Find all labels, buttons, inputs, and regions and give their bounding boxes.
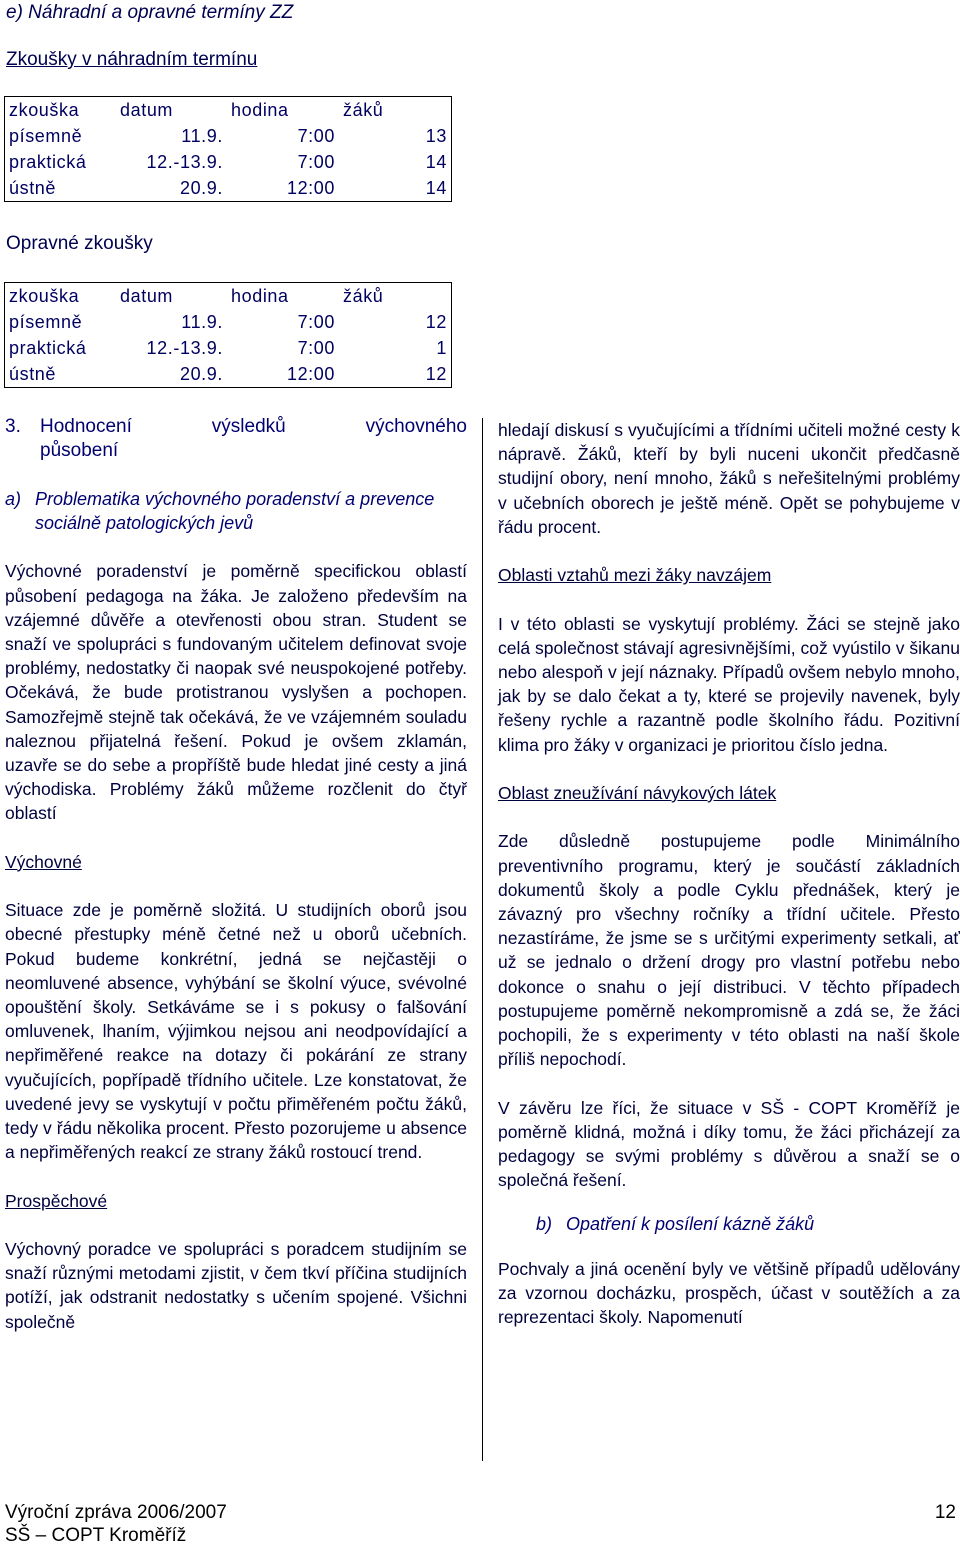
paragraph-b: Pochvaly a jiná ocenění byly ve většině případů udělovány za vzornou docházku, prospěch, účast v soutěžích a za reprezentaci školy. Napomenutí [498, 1258, 960, 1328]
area-heading-vychovne: Výchovné [5, 851, 82, 872]
resit-exams-title: Opravné zkoušky [6, 233, 153, 254]
paragraph-vztahy: I v této oblasti se vyskytují problémy. Žáci se stejně jako celá společnost stávají agresivnějšími, což vyústilo v šikanu nebo alespoň v její náznaky. Případů ovšem nebylo mnoho, jak by se dalo čekat a ty, které se projevily navenek, byly řešeny rychle a razantně podle školního řádu. Pozitivní klima pro žáky v organizaci je prioritou číslo jedna. [498, 613, 960, 755]
table-cell: praktická [9, 338, 87, 358]
table-row [5, 123, 452, 149]
table-cell: 12.-13.9. [146, 338, 223, 358]
table-header-row [5, 97, 452, 124]
makeup-exams-title: Zkoušky v náhradním termínu [6, 49, 258, 70]
table-cell: 11.9. [181, 312, 223, 332]
table-cell: 14 [425, 152, 447, 172]
table-cell: 7:00 [297, 152, 335, 172]
paragraph-continued: hledají diskusí s vyučujícími a třídními učiteli možné cesty k nápravě. Žáků, kteří by byli nuceni ukončit předčasně studijní obory, není mnoho, žáků s neřešitelnými problémy v učebních oborech je ještě méně. Opět se pohybujeme v řádu procent. [498, 420, 960, 537]
subsection-label: a) [5, 489, 22, 509]
section-heading-e: e) Náhradní a opravné termíny ZZ [6, 2, 294, 23]
subsection-b-heading [536, 1212, 960, 1236]
table-cell: 12.-13.9. [146, 152, 223, 172]
section-title-continued: působení [40, 440, 119, 461]
section-number: 3. [5, 416, 21, 437]
table-cell: 13 [425, 126, 447, 146]
section-3-heading [5, 415, 467, 463]
column-header: datum [120, 100, 174, 120]
makeup-exams-table [4, 96, 452, 202]
right-column [498, 418, 960, 1329]
table-cell: písemně [9, 126, 83, 146]
table-cell: 12 [425, 312, 447, 332]
paragraph-navykove: Zde důsledně postupujeme podle Minimálního preventivního programu, který je součástí základních dokumentů školy a podle Cyklu přednášek, který je závazný pro všechny ročníky a třídní učitele. Přesto nezastíráme, že jsme se s určitými experimenty setkali, ať už se jednalo o držení drogy pro vlastní potřebu nebo dokonce o snahu o její distribuci. V těchto případech postupujeme poměrně nekompromisně a zdá se, že žáci pochopili, že s experimenty v této oblasti na naší škole příliš nepochodí. [498, 831, 960, 1070]
table-cell: ústně [9, 364, 57, 384]
table-cell: 14 [425, 178, 447, 198]
table-cell: praktická [9, 152, 87, 172]
subsection-title: Problematika výchovného poradenství a prevence sociálně patologických jevů [35, 489, 435, 534]
table-cell: 20.9. [179, 178, 223, 198]
subsection-title: Opatření k posílení kázně žáků [566, 1214, 815, 1235]
table-cell: 1 [436, 338, 447, 358]
table-row [5, 335, 452, 361]
footer-report-title: Výroční zpráva 2006/2007 [5, 1502, 227, 1523]
subsection-a-heading [5, 487, 467, 535]
table-cell: 7:00 [297, 126, 335, 146]
area-heading-vztahy: Oblasti vztahů mezi žáky navzájem [498, 565, 772, 586]
table-cell: 12 [425, 364, 447, 384]
footer-school-name: SŠ – COPT Kroměříž [5, 1525, 187, 1546]
table-cell: 20.9. [179, 364, 223, 384]
table-cell: 12:00 [286, 178, 335, 198]
section-title: Hodnocení výsledků výchovného [40, 416, 467, 437]
column-header: zkouška [9, 100, 80, 120]
table-cell: 7:00 [297, 338, 335, 358]
table-cell: ústně [9, 178, 57, 198]
column-header: žáků [343, 286, 384, 306]
column-header: datum [120, 286, 174, 306]
paragraph-vychovne: Situace zde je poměrně složitá. U studijních oborů jsou obecné přestupky méně četné než u oborů učebních. Pokud budeme konkrétní, jedná se nejčastěji o neomluvené absence, vyhýbání se školní výuce, svévolné opouštění školy. Setkáváme se i s pokusy o falšování omluvenek, lhaním, výjimkou nejsou ani neodpovídající a nepřiměřené reakce na dotazy či pokárání ze strany vyučujících, popřípadě třídního učitele. Lze konstatovat, že uvedené jevy se vyskytují v počtu přiměřeném počtu žáků, tedy v řádu několika procent. Přesto pozorujeme u absence a nepřiměřených reakcí ze strany žáků rostoucí trend. [5, 900, 467, 1163]
table-row [5, 149, 452, 175]
table-row [5, 361, 452, 388]
subsection-label: b) [536, 1214, 553, 1235]
footer-page-number: 12 [934, 1502, 956, 1523]
column-header: žáků [343, 100, 384, 120]
table-cell: 11.9. [181, 126, 223, 146]
column-header: hodina [231, 286, 289, 306]
table-cell: 12:00 [286, 364, 335, 384]
column-header: zkouška [9, 286, 80, 306]
table-header-row [5, 283, 452, 310]
table-row [5, 175, 452, 202]
table-row [5, 309, 452, 335]
left-column [5, 415, 467, 1334]
table-cell: písemně [9, 312, 83, 332]
column-header: hodina [231, 100, 289, 120]
resit-exams-table [4, 282, 452, 388]
intro-paragraph: Výchovné poradenství je poměrně specifickou oblastí působení pedagoga na žáka. Je založeno především na vzájemné důvěře a otevřenosti obou stran. Student se snaží ve spolupráci s fundovaným učitelem definovat svoje problémy, nedostatky či naopak své neuspokojené potřeby. Očekává, že bude protistranou vyslyšen a pochopen. Samozřejmě stejně tak očekává, že ve vzájemném souladu naleznou přijatelná řešení. Pokud je ovšem zklamán, uzavře se do sebe a propříště bude hledat jiné cesty a jiná východiska. Problémy žáků můžeme rozčlenit do čtyř oblastí [5, 561, 467, 824]
paragraph-zaver: V závěru lze říci, že situace v SŠ - COPT Kroměříž je poměrně klidná, možná i díky tomu, že žáci přicházejí za pedagogy se svými problémy s důvěrou a snaží se o společná řešení. [498, 1097, 960, 1191]
column-divider [482, 418, 483, 1461]
area-heading-navykove: Oblast zneužívání návykových látek [498, 783, 777, 803]
area-heading-prospechove: Prospěchové [5, 1190, 108, 1211]
table-cell: 7:00 [297, 312, 335, 332]
paragraph-prospechove: Výchovný poradce ve spolupráci s poradcem studijním se snaží různými metodami zjistit, v čem tkví příčina studijních potíží, jak odstranit nedostatky s učením spojené. Všichni společně [5, 1239, 467, 1332]
